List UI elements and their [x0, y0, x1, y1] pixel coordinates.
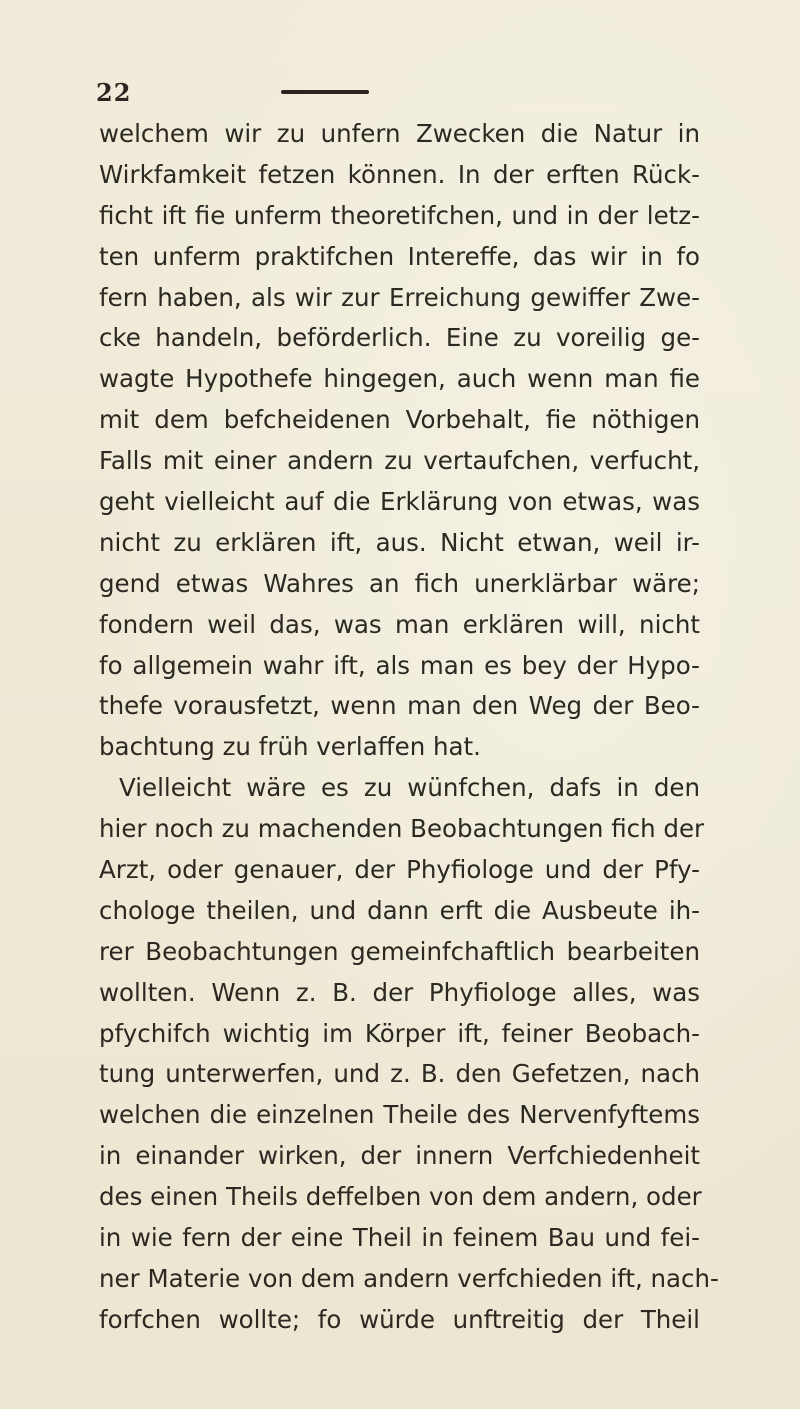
page-header — [96, 78, 716, 108]
body-text — [99, 114, 719, 1341]
text-line: ficht ift fie unferm theoretifchen, und in der letz- — [99, 200, 700, 230]
text-line: wagte Hypothefe hingegen, auch wenn man fie — [99, 364, 700, 394]
text-line: welchen die einzelnen Theile des Nervenfyftems — [99, 1100, 700, 1130]
text-line: fo allgemein wahr ift, als man es bey der Hypo- — [99, 650, 700, 680]
text-line: ten unferm praktifchen Intereffe, das wir in fo — [99, 241, 700, 271]
text-line: mit dem befcheidenen Vorbehalt, fie nöthigen — [99, 405, 700, 435]
text-line: fern haben, als wir zur Erreichung gewiffer Zwe- — [99, 282, 700, 312]
page-number: 22 — [96, 78, 132, 107]
text-line: nicht zu erklären ift, aus. Nicht etwan, weil ir- — [99, 527, 700, 557]
text-line: hier noch zu machenden Beobachtungen fich der — [99, 814, 705, 844]
text-line: thefe vorausfetzt, wenn man den Weg der Beo- — [99, 691, 700, 721]
text-line: in wie fern der eine Theil in feinem Bau und fei- — [99, 1223, 700, 1253]
text-line: rer Beobachtungen gemeinfchaftlich bearbeiten — [99, 936, 700, 966]
text-line: forfchen wollte; fo würde unftreitig der Theil — [99, 1304, 700, 1334]
text-line: Wirkfamkeit fetzen können. In der erften Rück- — [99, 159, 700, 189]
text-line: wollten. Wenn z. B. der Phyfiologe alles, was — [99, 977, 700, 1007]
text-line: chologe theilen, und dann erft die Ausbeute ih- — [99, 895, 700, 925]
text-line: fondern weil das, was man erklären will, nicht — [99, 609, 700, 639]
text-line: ner Materie von dem andern verfchieden ift, nach- — [99, 1263, 719, 1293]
header-rule — [281, 90, 369, 94]
text-line: tung unterwerfen, und z. B. den Gefetzen, nach — [99, 1059, 700, 1089]
text-line: Falls mit einer andern zu vertaufchen, verfucht, — [99, 446, 700, 476]
text-line: geht vielleicht auf die Erklärung von etwas, was — [99, 487, 700, 517]
text-line: pfychifch wichtig im Körper ift, feiner Beobach- — [99, 1018, 700, 1048]
text-line: Arzt, oder genauer, der Phyfiologe und der Pfy- — [99, 855, 700, 885]
text-line-paragraph-start: Vielleicht wäre es zu wünfchen, dafs in den — [119, 773, 700, 803]
text-line: gend etwas Wahres an fich unerklärbar wäre; — [99, 568, 700, 598]
text-line: in einander wirken, der innern Verfchiedenheit — [99, 1141, 700, 1171]
text-line: cke handeln, beförderlich. Eine zu voreilig ge- — [99, 323, 700, 353]
text-line-paragraph-end: bachtung zu früh verlaffen hat. — [99, 732, 481, 762]
text-line: des einen Theils deffelben von dem andern, oder — [99, 1182, 702, 1212]
text-line: welchem wir zu unfern Zwecken die Natur in — [99, 119, 700, 148]
